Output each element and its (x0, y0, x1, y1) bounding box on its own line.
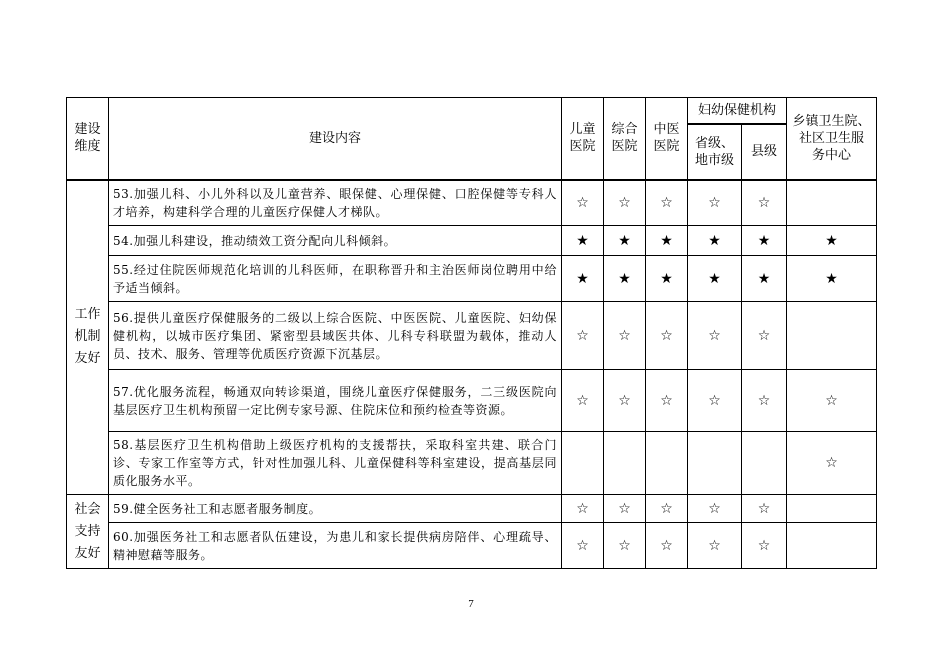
mark-general: ☆ (604, 370, 646, 432)
table-row (67, 370, 877, 432)
mark-children: ☆ (562, 302, 604, 370)
group-work-mechanism (67, 180, 109, 495)
header-tcm-hospital (646, 98, 688, 180)
header-township-line1: 乡镇卫生院、 (792, 113, 871, 129)
mark-mch-county: ☆ (742, 495, 787, 523)
header-mch-county: 县级 (742, 124, 787, 180)
mark-mch-county (742, 432, 787, 495)
row-content: 55.经过住院医师规范化培训的儿科医师，在职称晋升和主治医师岗位聘用中给予适当倾斜。 (109, 256, 562, 302)
header-children-line1: 儿童 (569, 122, 596, 138)
header-mch-provincial-line1: 省级、 (694, 135, 734, 151)
mark-mch-provincial: ☆ (688, 495, 742, 523)
mark-general: ☆ (604, 180, 646, 226)
mark-mch-county: ☆ (742, 523, 787, 569)
mark-township (787, 523, 877, 569)
header-dimension-line2: 维度 (74, 139, 101, 155)
construction-table (66, 97, 877, 569)
page-number: 7 (468, 598, 474, 610)
header-mch-provincial-line2: 地市级 (694, 152, 734, 168)
mark-mch-provincial: ☆ (688, 180, 742, 226)
mark-tcm: ☆ (646, 180, 688, 226)
mark-township (787, 495, 877, 523)
table-row (67, 523, 877, 569)
mark-children: ☆ (562, 523, 604, 569)
mark-mch-provincial: ★ (688, 256, 742, 302)
group-work-line3: 友好 (74, 351, 101, 367)
header-mch-group: 妇幼保健机构 (688, 98, 787, 124)
group-work-line2: 机制 (74, 329, 101, 345)
table-row (67, 432, 877, 495)
mark-tcm: ★ (646, 256, 688, 302)
mark-tcm: ☆ (646, 523, 688, 569)
mark-township: ☆ (787, 370, 877, 432)
mark-mch-county: ★ (742, 226, 787, 256)
mark-general: ☆ (604, 302, 646, 370)
header-township (787, 98, 877, 180)
mark-mch-provincial: ☆ (688, 370, 742, 432)
table-row (67, 302, 877, 370)
header-township-line2: 社区卫生服 (799, 130, 865, 146)
row-content: 57.优化服务流程，畅通双向转诊渠道，围绕儿童医疗保健服务，二三级医院向基层医疗卫生机构预留一定比例专家号源、住院床位和预约检查等资源。 (109, 370, 562, 432)
table-row (67, 180, 877, 226)
mark-children: ★ (562, 256, 604, 302)
group-social-line2: 支持 (74, 523, 101, 539)
mark-township (787, 180, 877, 226)
group-social-line3: 友好 (74, 545, 101, 561)
header-mch-provincial (688, 124, 742, 180)
header-children-line2: 医院 (569, 139, 596, 155)
mark-general (604, 432, 646, 495)
mark-children: ★ (562, 226, 604, 256)
header-general-line1: 综合 (611, 122, 638, 138)
group-social-line1: 社会 (74, 501, 101, 517)
mark-mch-provincial: ☆ (688, 523, 742, 569)
mark-tcm: ☆ (646, 370, 688, 432)
mark-children: ☆ (562, 495, 604, 523)
table-row (67, 256, 877, 302)
mark-mch-county: ☆ (742, 302, 787, 370)
header-general-hospital (604, 98, 646, 180)
mark-tcm (646, 432, 688, 495)
mark-mch-county: ☆ (742, 180, 787, 226)
mark-township: ★ (787, 226, 877, 256)
mark-mch-provincial: ★ (688, 226, 742, 256)
header-dimension (67, 98, 109, 180)
mark-tcm: ☆ (646, 302, 688, 370)
mark-general: ★ (604, 226, 646, 256)
mark-township: ☆ (787, 432, 877, 495)
row-content: 60.加强医务社工和志愿者队伍建设，为患儿和家长提供病房陪伴、心理疏导、精神慰藉等服务。 (109, 523, 562, 569)
group-social-support (67, 495, 109, 569)
row-content: 58.基层医疗卫生机构借助上级医疗机构的支援帮扶，采取科室共建、联合门诊、专家工作室等方式，针对性加强儿科、儿童保健科等科室建设，提高基层同质化服务水平。 (109, 432, 562, 495)
header-township-line3: 务中心 (812, 147, 852, 163)
mark-mch-provincial (688, 432, 742, 495)
row-content: 54.加强儿科建设，推动绩效工资分配向儿科倾斜。 (109, 226, 562, 256)
header-content: 建设内容 (109, 98, 562, 180)
row-content: 53.加强儿科、小儿外科以及儿童营养、眼保健、心理保健、口腔保健等专科人才培养，构建科学合理的儿童医疗保健人才梯队。 (109, 180, 562, 226)
mark-mch-provincial: ☆ (688, 302, 742, 370)
header-dimension-line1: 建设 (74, 122, 101, 138)
mark-general: ☆ (604, 523, 646, 569)
table-row (67, 226, 877, 256)
header-tcm-line2: 医院 (653, 139, 680, 155)
row-content: 59.健全医务社工和志愿者服务制度。 (109, 495, 562, 523)
mark-general: ★ (604, 256, 646, 302)
header-tcm-line1: 中医 (653, 122, 680, 138)
mark-township: ★ (787, 256, 877, 302)
table-row (67, 495, 877, 523)
mark-township (787, 302, 877, 370)
header-children-hospital (562, 98, 604, 180)
mark-children: ☆ (562, 180, 604, 226)
header-general-line2: 医院 (611, 139, 638, 155)
group-work-line1: 工作 (74, 307, 101, 323)
mark-tcm: ☆ (646, 495, 688, 523)
mark-general: ☆ (604, 495, 646, 523)
mark-children (562, 432, 604, 495)
mark-children: ☆ (562, 370, 604, 432)
mark-tcm: ★ (646, 226, 688, 256)
mark-mch-county: ☆ (742, 370, 787, 432)
row-content: 56.提供儿童医疗保健服务的二级以上综合医院、中医医院、儿童医院、妇幼保健机构，以城市医疗集团、紧密型县域医共体、儿科专科联盟为载体，推动人员、技术、服务、管理等优质医疗资源下沉基层。 (109, 302, 562, 370)
mark-mch-county: ★ (742, 256, 787, 302)
